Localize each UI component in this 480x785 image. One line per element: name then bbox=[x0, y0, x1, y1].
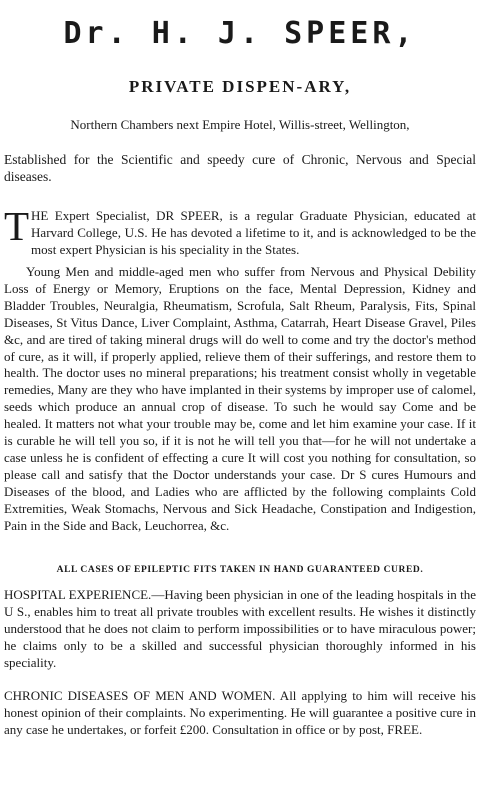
doctor-name-heading: Dr. H. J. SPEER, bbox=[63, 16, 417, 51]
intro-paragraph bbox=[4, 203, 476, 259]
chronic-diseases-text: All applying to him will receive his honest opinion of their complaints. No experimenting. He will guarantee a positive cure in any case he undertakes, or forfeit £200. Consultation in office or by post, FREE. bbox=[4, 688, 476, 737]
address-line: Northern Chambers next Empire Hotel, Willis-street, Wellington, bbox=[70, 117, 410, 132]
epileptic-fits-notice: ALL CASES OF EPILEPTIC FITS TAKEN IN HAND GUARANTEED CURED. bbox=[56, 565, 424, 575]
hospital-experience-paragraph bbox=[4, 587, 476, 672]
intro-paragraph-text: HE Expert Specialist, DR SPEER, is a regular Graduate Physician, educated at Harvard College, U.S. He has devoted a lifetime to it, and is acknowledged to be the most expert Physician is his speciality in the States. bbox=[31, 208, 476, 257]
hospital-experience-text: —Having been physician in one of the leading hospitals in the U S., enables him to treat all private troubles with excellent results. He wishes it distinctly understood that he does not claim to perform impossibilities or to have miraculous power; he claims only to be a skilled and successful physician thoroughly informed in his speciality. bbox=[4, 587, 476, 670]
established-statement: Established for the Scientific and speedy cure of Chronic, Nervous and Special diseases. bbox=[4, 152, 476, 184]
ailments-paragraph: Young Men and middle-aged men who suffer from Nervous and Physical Debility Loss of Energy or Memory, Eruptions on the face, Mental Depression, Kidney and Bladder Troubles, Neuralgia, Rheumatism, Scrofula, Salt Rheum, Paralysis, Fits, Spinal Diseases, St Vitus Dance, Liver Complaint, Asthma, Catarrah, Heart Disease Gravel, Piles &c, and are tired of taking mineral drugs will do well to come and try the doctor's method of cure, as it will, if properly applied, relieve them of their sufferings, and restore them to health. The doctor uses no mineral preparations; his treatment consist wholly in vegetable remedies, Many are they who have implanted in their systems by improper use of calomel, seeds which produce an annual crop of disease. To such he would say Come and be healed. It matters not what your trouble may be, come and let him examine your case. If it is curable he will tell you so, if it is not he will tell you that—for he will not undertake a case unless he is confident of effecting a cure It will cost you nothing for consultation, so please call and satisfy that the Doctor understands your case. Dr S cures Humours and Diseases of the blood, and Ladies who are afflicted by the following complaints Cold Extremities, Weak Stomachs, Nervous and Sick Headache, Constipation and Indigestion, Pain in the Side and Back, Leuchorrea, &c. bbox=[4, 264, 476, 533]
dispensary-subheading: PRIVATE DISPEN-ARY, bbox=[128, 77, 352, 96]
hospital-experience-heading: HOSPITAL EXPERIENCE. bbox=[4, 587, 152, 602]
chronic-diseases-paragraph bbox=[4, 688, 476, 739]
drop-cap: T bbox=[4, 203, 30, 249]
chronic-diseases-heading: CHRONIC DISEASES OF MEN AND WOMEN. bbox=[4, 688, 276, 703]
